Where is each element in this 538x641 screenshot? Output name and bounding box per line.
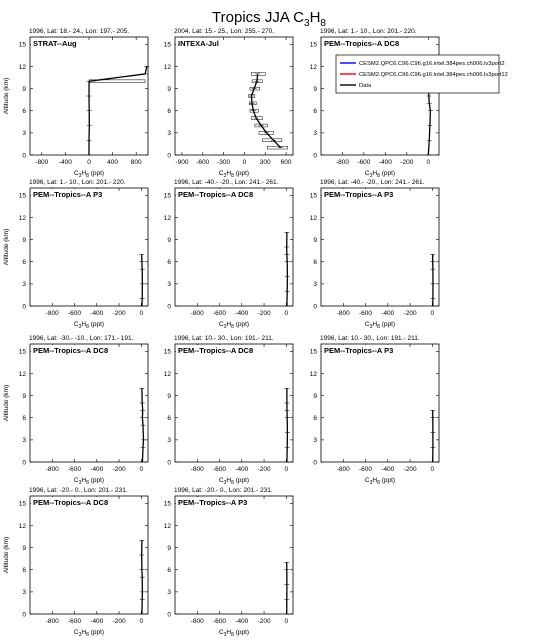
- chart-panel: [310, 28, 439, 179]
- y-tick-label: 9: [22, 85, 26, 93]
- x-tick-label: 0: [139, 310, 144, 317]
- x-axis-label-part: 3: [369, 480, 373, 486]
- y-tick-label: 3: [22, 281, 26, 289]
- x-tick-label: 0: [242, 159, 247, 166]
- y-tick-label: 9: [167, 85, 171, 93]
- x-tick-label: -200: [112, 466, 126, 473]
- x-tick-label: 0: [430, 310, 435, 317]
- panel-header: 1996, Lat: 10.- 30., Lon: 191.- 211.: [174, 335, 274, 342]
- y-tick-label: 9: [313, 392, 317, 400]
- y-tick-label: 6: [167, 415, 171, 423]
- y-tick-label: 12: [163, 214, 171, 222]
- campaign-label: PEM--Tropics--A DC8: [178, 346, 254, 355]
- x-tick-label: -600: [213, 466, 227, 473]
- x-axis-label-part: H: [81, 170, 87, 177]
- error-box: [267, 146, 287, 149]
- chart-panel: [310, 179, 439, 330]
- y-tick-label: 0: [313, 459, 317, 467]
- x-tick-label: -800: [35, 159, 49, 166]
- panel-header: 1996, Lat: 18.- 24., Lon: 197.- 205.: [29, 28, 130, 35]
- y-tick-label: 6: [167, 567, 171, 575]
- panel-header: 1996, Lat: 1.- 10., Lon: 201.- 220.: [29, 179, 126, 186]
- x-axis-label-part: H: [226, 321, 232, 328]
- x-tick-label: -400: [235, 618, 249, 625]
- x-axis-label-part: (ppt): [379, 477, 396, 484]
- x-tick-label: -800: [190, 618, 204, 625]
- y-tick-label: 0: [167, 459, 171, 467]
- figure-title-mid: H: [309, 9, 321, 26]
- y-tick-label: 3: [22, 130, 26, 138]
- x-axis-label-part: 8: [86, 173, 89, 179]
- y-tick-label: 15: [309, 348, 317, 356]
- x-tick-label: -200: [257, 310, 271, 317]
- y-tick-label: 9: [167, 236, 171, 244]
- x-axis-label-part: 3: [78, 173, 82, 179]
- x-axis-label-part: (ppt): [379, 170, 396, 177]
- panel-header: 1996, Lat: -20.- 0., Lon: 201.- 231.: [174, 487, 273, 494]
- x-axis-label: [365, 477, 395, 486]
- x-axis-label-part: C: [218, 477, 224, 484]
- x-tick-label: -400: [235, 310, 249, 317]
- panel-header: 1996, Lat: -30.- -10., Lon: 171.- 191.: [29, 335, 134, 342]
- x-tick-label: -200: [112, 310, 126, 317]
- y-tick-label: 0: [22, 152, 26, 160]
- x-axis-label-part: (ppt): [233, 170, 250, 177]
- plot-frame: [175, 37, 293, 155]
- x-axis-label-part: H: [226, 629, 232, 636]
- y-tick-label: 3: [167, 589, 171, 597]
- chart-panel: [3, 179, 148, 330]
- x-axis-label-part: 3: [223, 173, 227, 179]
- x-axis-label-part: 8: [377, 173, 380, 179]
- y-tick-label: 6: [22, 259, 26, 267]
- campaign-label: PEM--Tropics--A P3: [178, 498, 248, 507]
- x-axis-label-part: H: [372, 170, 378, 177]
- x-axis-label-part: (ppt): [233, 321, 250, 328]
- x-axis-label-part: 8: [377, 324, 380, 330]
- x-tick-label: -600: [68, 466, 82, 473]
- x-axis-label-part: C: [73, 321, 79, 328]
- x-axis-label-part: (ppt): [379, 321, 396, 328]
- x-axis-label-part: C: [364, 170, 370, 177]
- y-axis-label: Altitude (km): [3, 384, 10, 422]
- chart-panel: [3, 28, 149, 179]
- campaign-label: PEM--Tropics--A P3: [33, 190, 103, 199]
- x-tick-label: -600: [357, 159, 371, 166]
- series-line-data: [287, 388, 288, 462]
- figure-title-sub2: 8: [320, 18, 326, 29]
- x-axis-label-part: 3: [223, 632, 227, 638]
- y-tick-label: 6: [313, 108, 317, 116]
- x-axis-label: [365, 321, 395, 330]
- x-axis-label-part: 3: [223, 324, 227, 330]
- x-tick-label: -800: [45, 618, 59, 625]
- y-tick-label: 12: [309, 63, 317, 71]
- campaign-label: PEM--Tropics--A DC8: [33, 346, 109, 355]
- x-tick-label: -600: [196, 159, 210, 166]
- chart-legend: [336, 55, 508, 93]
- x-tick-label: 0: [284, 618, 289, 625]
- x-axis-label-part: C: [218, 170, 224, 177]
- x-tick-label: -200: [400, 159, 414, 166]
- plot-frame: [30, 188, 148, 306]
- y-tick-label: 9: [313, 236, 317, 244]
- x-axis-label: [365, 170, 395, 179]
- x-tick-label: -400: [58, 159, 72, 166]
- x-tick-label: 300: [259, 159, 271, 166]
- y-tick-label: 12: [163, 370, 171, 378]
- y-tick-label: 3: [22, 437, 26, 445]
- x-axis-label-part: 3: [78, 324, 82, 330]
- y-tick-label: 9: [167, 392, 171, 400]
- y-tick-label: 0: [22, 303, 26, 311]
- y-tick-label: 12: [18, 63, 26, 71]
- x-tick-label: 600: [280, 159, 292, 166]
- x-axis-label-part: (ppt): [88, 477, 105, 484]
- x-tick-label: -800: [335, 159, 349, 166]
- plot-frame: [321, 344, 439, 462]
- y-tick-label: 0: [313, 303, 317, 311]
- plot-frame: [30, 344, 148, 462]
- y-tick-label: 15: [18, 348, 26, 356]
- chart-panel: [164, 335, 293, 486]
- x-axis-label-part: (ppt): [233, 477, 250, 484]
- series-line-data: [287, 232, 288, 306]
- panel-header: 2004, Lat: 15.- 25., Lon: 255.- 270.: [174, 28, 275, 35]
- y-tick-label: 15: [163, 348, 171, 356]
- panel-header: 1996, Lat: -40.- -20., Lon: 241.- 261.: [174, 179, 279, 186]
- y-tick-label: 6: [167, 108, 171, 116]
- x-tick-label: -600: [68, 618, 82, 625]
- y-tick-label: 3: [167, 130, 171, 138]
- panel-header: 1996, Lat: -20.- 0., Lon: 201.- 231.: [29, 487, 128, 494]
- x-tick-label: -400: [235, 466, 249, 473]
- y-tick-label: 15: [18, 500, 26, 508]
- x-tick-label: -400: [90, 310, 104, 317]
- x-axis-label: [219, 629, 249, 638]
- y-tick-label: 15: [309, 41, 317, 49]
- campaign-label: PEM--Tropics--A DC8: [324, 39, 400, 48]
- x-axis-label-part: C: [73, 170, 79, 177]
- y-tick-label: 12: [163, 522, 171, 530]
- x-tick-label: -900: [175, 159, 189, 166]
- x-tick-label: -400: [381, 310, 395, 317]
- y-tick-label: 12: [309, 214, 317, 222]
- x-axis-label-part: (ppt): [233, 629, 250, 636]
- x-axis-label: [74, 321, 104, 330]
- chart-panel: [164, 487, 293, 638]
- x-axis-label-part: H: [81, 477, 87, 484]
- x-tick-label: -400: [90, 466, 104, 473]
- x-axis-label-part: 8: [86, 480, 89, 486]
- x-axis-label-part: C: [218, 321, 224, 328]
- x-tick-label: -300: [217, 159, 231, 166]
- x-axis-label-part: 8: [231, 173, 234, 179]
- y-tick-label: 0: [313, 152, 317, 160]
- x-axis-label-part: 8: [377, 480, 380, 486]
- x-axis-label-part: 8: [86, 324, 89, 330]
- chart-panel: [310, 335, 439, 486]
- y-tick-label: 3: [313, 130, 317, 138]
- panel-header: 1996, Lat: 10.- 30., Lon: 191.- 211.: [320, 335, 420, 342]
- y-tick-label: 6: [22, 415, 26, 423]
- x-axis-label: [74, 170, 104, 179]
- y-tick-label: 12: [163, 63, 171, 71]
- x-axis-label-part: H: [226, 170, 232, 177]
- x-axis-label-part: (ppt): [88, 629, 105, 636]
- x-tick-label: 0: [139, 466, 144, 473]
- y-tick-label: 6: [22, 567, 26, 575]
- x-tick-label: -800: [336, 466, 350, 473]
- x-tick-label: -800: [336, 310, 350, 317]
- y-tick-label: 15: [18, 192, 26, 200]
- figure-title-sub1: 3: [304, 18, 310, 29]
- campaign-label: PEM--Tropics--A DC8: [178, 190, 254, 199]
- x-tick-label: 0: [284, 310, 289, 317]
- y-tick-label: 15: [163, 192, 171, 200]
- y-tick-label: 6: [22, 108, 26, 116]
- plot-frame: [321, 188, 439, 306]
- x-axis-label-part: C: [73, 477, 79, 484]
- panel-header: 1996, Lat: -40.- -20., Lon: 241.- 261.: [320, 179, 425, 186]
- x-axis-label-part: C: [73, 629, 79, 636]
- x-axis-label: [219, 321, 249, 330]
- y-tick-label: 9: [22, 544, 26, 552]
- x-tick-label: -400: [378, 159, 392, 166]
- x-axis-label-part: H: [226, 477, 232, 484]
- x-axis-label-part: C: [218, 629, 224, 636]
- y-tick-label: 6: [313, 259, 317, 267]
- x-tick-label: -200: [112, 618, 126, 625]
- x-tick-label: 0: [430, 466, 435, 473]
- legend-label: CESM2.QPC6.C96.C96.g16.intel.384pes.ch006.lv3port2: [359, 61, 505, 68]
- y-tick-label: 3: [22, 589, 26, 597]
- x-tick-label: 0: [87, 159, 91, 166]
- y-tick-label: 15: [163, 41, 171, 49]
- x-tick-label: -600: [68, 310, 82, 317]
- y-axis-label: Altitude (km): [3, 228, 10, 266]
- y-tick-label: 3: [313, 281, 317, 289]
- y-axis-label: Altitude (km): [3, 536, 10, 574]
- x-axis-label-part: (ppt): [88, 170, 105, 177]
- y-tick-label: 15: [18, 41, 26, 49]
- x-axis-label-part: 3: [78, 480, 82, 486]
- y-tick-label: 3: [313, 437, 317, 445]
- y-tick-label: 6: [167, 259, 171, 267]
- campaign-label: STRAT--Aug: [33, 39, 77, 48]
- y-tick-label: 9: [22, 392, 26, 400]
- chart-panel: [3, 487, 148, 638]
- x-tick-label: 0: [426, 159, 431, 166]
- chart-panel: [164, 179, 293, 330]
- y-tick-label: 3: [167, 281, 171, 289]
- y-tick-label: 9: [22, 236, 26, 244]
- x-tick-label: -600: [213, 310, 227, 317]
- x-axis-label-part: H: [81, 629, 87, 636]
- x-axis-label: [74, 629, 104, 638]
- y-tick-label: 0: [167, 303, 171, 311]
- legend-label: CESM2.QPC6.C96.C96.g16.intel.384pes.ch006.lv3port12: [359, 72, 508, 79]
- figure-title-main: Tropics JJA C: [212, 9, 304, 26]
- x-axis-label: [219, 477, 249, 486]
- x-axis-label: [74, 477, 104, 486]
- y-tick-label: 9: [167, 544, 171, 552]
- x-tick-label: -200: [257, 618, 271, 625]
- y-tick-label: 0: [167, 152, 171, 160]
- y-tick-label: 9: [313, 85, 317, 93]
- plot-frame: [175, 344, 293, 462]
- x-tick-label: -200: [257, 466, 271, 473]
- chart-panel: [164, 28, 293, 179]
- x-tick-label: 400: [107, 159, 119, 166]
- plot-frame: [175, 188, 293, 306]
- y-tick-label: 15: [309, 192, 317, 200]
- x-tick-label: -400: [90, 618, 104, 625]
- x-axis-label-part: 3: [369, 173, 373, 179]
- y-tick-label: 3: [167, 437, 171, 445]
- y-tick-label: 15: [163, 500, 171, 508]
- y-tick-label: 6: [313, 415, 317, 423]
- x-tick-label: -400: [381, 466, 395, 473]
- x-axis-label-part: 3: [223, 480, 227, 486]
- y-axis-label: Altitude (km): [3, 77, 10, 115]
- series-line-data: [142, 254, 143, 306]
- y-tick-label: 12: [309, 370, 317, 378]
- x-tick-label: -800: [190, 310, 204, 317]
- x-axis-label-part: H: [372, 321, 378, 328]
- x-tick-label: 0: [284, 466, 289, 473]
- x-axis-label-part: 3: [369, 324, 373, 330]
- x-tick-label: -600: [213, 618, 227, 625]
- x-tick-label: -800: [190, 466, 204, 473]
- chart-panels: [3, 28, 439, 638]
- x-axis-label-part: 8: [86, 632, 89, 638]
- x-axis-label-part: 8: [231, 480, 234, 486]
- x-axis-label-part: H: [81, 321, 87, 328]
- campaign-label: PEM--Tropics--A DC8: [33, 498, 109, 507]
- plot-frame: [175, 496, 293, 614]
- x-axis-label-part: 8: [231, 632, 234, 638]
- y-tick-label: 12: [18, 522, 26, 530]
- chart-panel: [3, 335, 148, 486]
- x-axis-label-part: 3: [78, 632, 82, 638]
- x-tick-label: -200: [403, 466, 417, 473]
- x-axis-label-part: H: [372, 477, 378, 484]
- panel-header: 1996, Lat: 1.- 10., Lon: 201.- 220.: [320, 28, 417, 35]
- x-axis-label-part: 8: [231, 324, 234, 330]
- plot-frame: [30, 496, 148, 614]
- campaign-label: PEM--Tropics--A P3: [324, 190, 394, 199]
- y-tick-label: 12: [18, 370, 26, 378]
- campaign-label: PEM--Tropics--A P3: [324, 346, 394, 355]
- x-axis-label-part: C: [364, 477, 370, 484]
- y-tick-label: 0: [22, 611, 26, 619]
- y-tick-label: 0: [22, 459, 26, 467]
- x-axis-label-part: C: [364, 321, 370, 328]
- x-tick-label: -600: [359, 466, 373, 473]
- x-axis-label: [219, 170, 249, 179]
- x-tick-label: 800: [130, 159, 142, 166]
- x-tick-label: -800: [45, 310, 59, 317]
- x-axis-label-part: (ppt): [88, 321, 105, 328]
- x-tick-label: -200: [403, 310, 417, 317]
- y-tick-label: 0: [167, 611, 171, 619]
- x-tick-label: -600: [359, 310, 373, 317]
- x-tick-label: -800: [45, 466, 59, 473]
- y-tick-label: 12: [18, 214, 26, 222]
- legend-label: Data: [359, 83, 372, 90]
- campaign-label: INTEXA-Jul: [178, 39, 219, 48]
- figure-title: [212, 9, 326, 29]
- x-tick-label: 0: [139, 618, 144, 625]
